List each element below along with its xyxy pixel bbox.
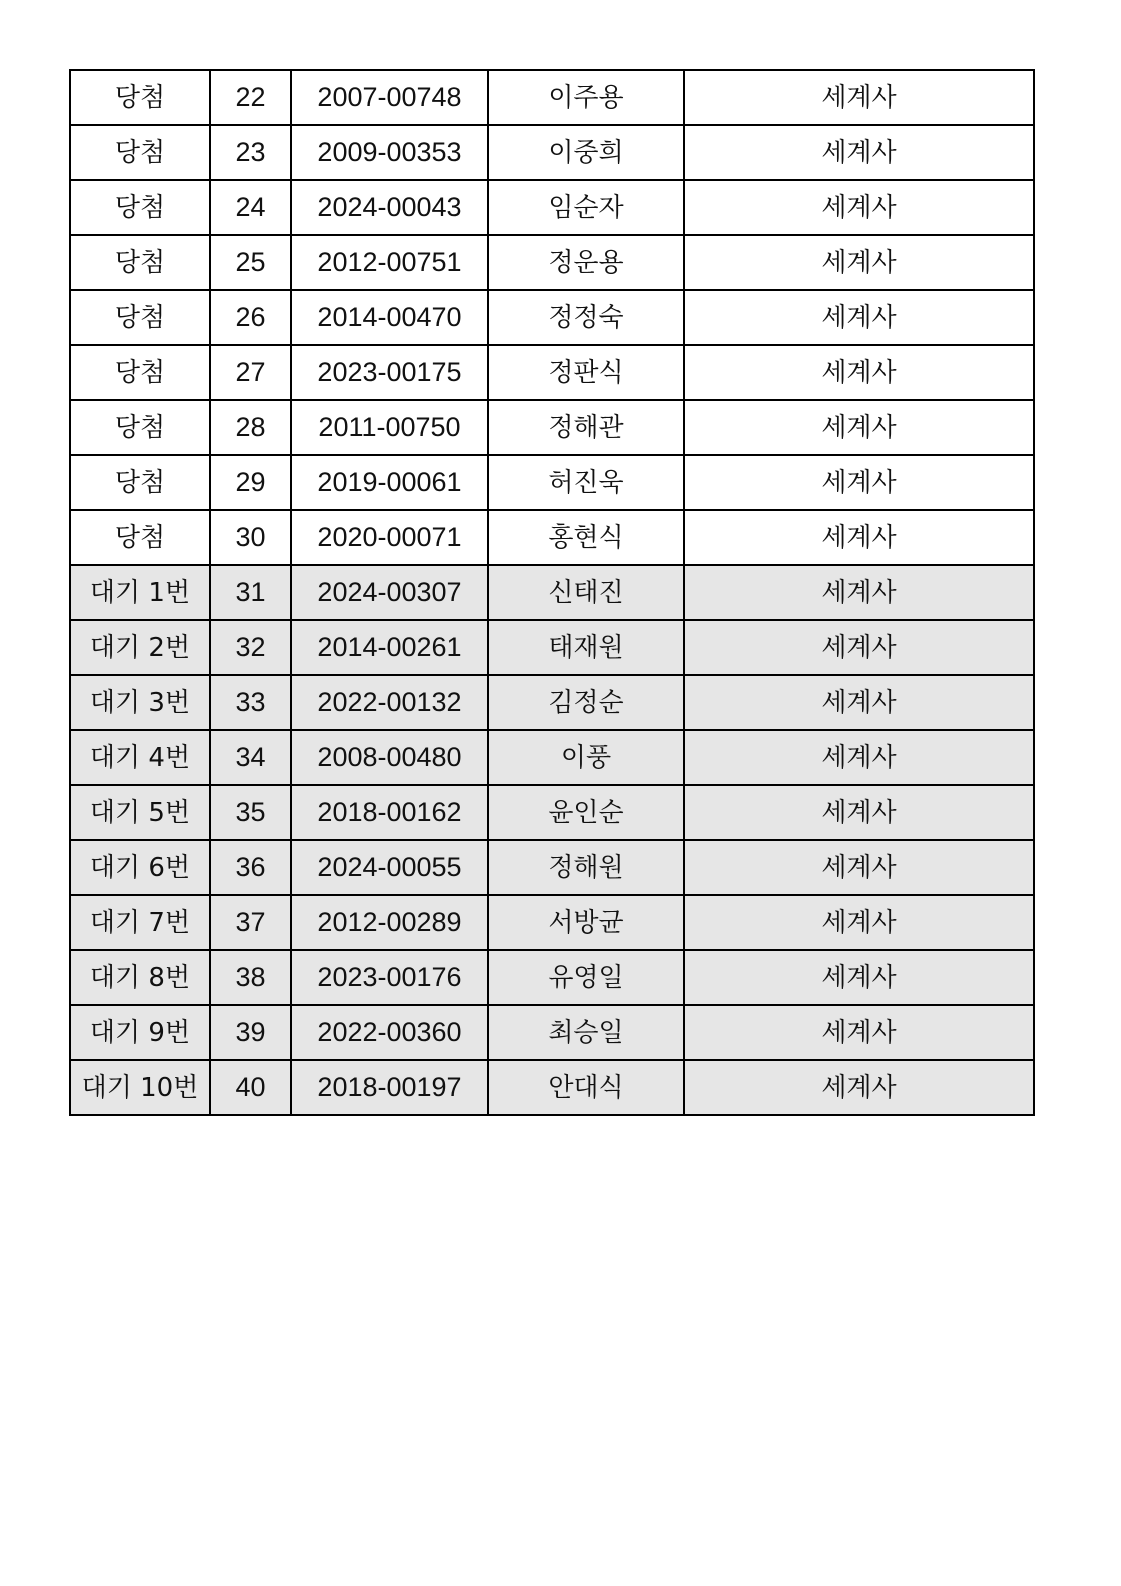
organization-cell: 세계사 [684, 180, 1034, 235]
organization-cell: 세계사 [684, 70, 1034, 125]
number-cell: 24 [210, 180, 291, 235]
table-row [70, 235, 1034, 290]
table-row [70, 125, 1034, 180]
registration-number-cell: 2007-00748 [291, 70, 488, 125]
registration-number-cell: 2012-00289 [291, 895, 488, 950]
registration-number-cell: 2024-00055 [291, 840, 488, 895]
status-cell: 대기 1번 [70, 565, 210, 620]
name-cell: 윤인순 [488, 785, 684, 840]
number-cell: 25 [210, 235, 291, 290]
table-row [70, 785, 1034, 840]
name-cell: 김정순 [488, 675, 684, 730]
organization-cell: 세계사 [684, 235, 1034, 290]
name-cell: 임순자 [488, 180, 684, 235]
status-cell: 당첨 [70, 125, 210, 180]
registration-number-cell: 2022-00132 [291, 675, 488, 730]
status-cell: 대기 3번 [70, 675, 210, 730]
table-row [70, 345, 1034, 400]
registration-number-cell: 2009-00353 [291, 125, 488, 180]
registration-number-cell: 2019-00061 [291, 455, 488, 510]
number-cell: 26 [210, 290, 291, 345]
organization-cell: 세계사 [684, 1060, 1034, 1115]
status-cell: 당첨 [70, 235, 210, 290]
organization-cell: 세계사 [684, 565, 1034, 620]
registration-number-cell: 2018-00197 [291, 1060, 488, 1115]
name-cell: 서방균 [488, 895, 684, 950]
registration-number-cell: 2020-00071 [291, 510, 488, 565]
number-cell: 22 [210, 70, 291, 125]
name-cell: 태재원 [488, 620, 684, 675]
status-cell: 당첨 [70, 180, 210, 235]
name-cell: 정해원 [488, 840, 684, 895]
table-row [70, 675, 1034, 730]
registration-number-cell: 2018-00162 [291, 785, 488, 840]
organization-cell: 세계사 [684, 125, 1034, 180]
number-cell: 36 [210, 840, 291, 895]
name-cell: 정정숙 [488, 290, 684, 345]
organization-cell: 세계사 [684, 785, 1034, 840]
status-cell: 당첨 [70, 290, 210, 345]
registration-number-cell: 2022-00360 [291, 1005, 488, 1060]
organization-cell: 세계사 [684, 675, 1034, 730]
status-cell: 대기 7번 [70, 895, 210, 950]
number-cell: 40 [210, 1060, 291, 1115]
table-row [70, 510, 1034, 565]
table-row [70, 290, 1034, 345]
registration-number-cell: 2023-00175 [291, 345, 488, 400]
status-cell: 당첨 [70, 510, 210, 565]
registration-number-cell: 2023-00176 [291, 950, 488, 1005]
number-cell: 32 [210, 620, 291, 675]
result-table-body [70, 70, 1034, 1115]
name-cell: 홍현식 [488, 510, 684, 565]
table-row [70, 400, 1034, 455]
registration-number-cell: 2024-00043 [291, 180, 488, 235]
registration-number-cell: 2014-00261 [291, 620, 488, 675]
number-cell: 31 [210, 565, 291, 620]
registration-number-cell: 2011-00750 [291, 400, 488, 455]
organization-cell: 세계사 [684, 730, 1034, 785]
organization-cell: 세계사 [684, 1005, 1034, 1060]
status-cell: 대기 9번 [70, 1005, 210, 1060]
status-cell: 당첨 [70, 70, 210, 125]
table-row [70, 70, 1034, 125]
name-cell: 안대식 [488, 1060, 684, 1115]
number-cell: 23 [210, 125, 291, 180]
name-cell: 신태진 [488, 565, 684, 620]
status-cell: 대기 4번 [70, 730, 210, 785]
organization-cell: 세계사 [684, 950, 1034, 1005]
name-cell: 이풍 [488, 730, 684, 785]
table-row [70, 730, 1034, 785]
table-row [70, 950, 1034, 1005]
name-cell: 정해관 [488, 400, 684, 455]
registration-number-cell: 2012-00751 [291, 235, 488, 290]
number-cell: 33 [210, 675, 291, 730]
name-cell: 이중희 [488, 125, 684, 180]
name-cell: 허진욱 [488, 455, 684, 510]
organization-cell: 세계사 [684, 455, 1034, 510]
status-cell: 대기 5번 [70, 785, 210, 840]
table-row [70, 180, 1034, 235]
table-row [70, 455, 1034, 510]
organization-cell: 세계사 [684, 400, 1034, 455]
name-cell: 이주용 [488, 70, 684, 125]
status-cell: 당첨 [70, 455, 210, 510]
number-cell: 28 [210, 400, 291, 455]
status-cell: 대기 8번 [70, 950, 210, 1005]
number-cell: 34 [210, 730, 291, 785]
organization-cell: 세계사 [684, 895, 1034, 950]
name-cell: 최승일 [488, 1005, 684, 1060]
status-cell: 대기 10번 [70, 1060, 210, 1115]
table-row [70, 1005, 1034, 1060]
registration-number-cell: 2008-00480 [291, 730, 488, 785]
number-cell: 35 [210, 785, 291, 840]
number-cell: 30 [210, 510, 291, 565]
organization-cell: 세계사 [684, 840, 1034, 895]
number-cell: 27 [210, 345, 291, 400]
organization-cell: 세계사 [684, 290, 1034, 345]
name-cell: 정판식 [488, 345, 684, 400]
organization-cell: 세계사 [684, 620, 1034, 675]
organization-cell: 세계사 [684, 345, 1034, 400]
number-cell: 37 [210, 895, 291, 950]
table-row [70, 620, 1034, 675]
number-cell: 38 [210, 950, 291, 1005]
status-cell: 당첨 [70, 400, 210, 455]
table-row [70, 895, 1034, 950]
registration-number-cell: 2014-00470 [291, 290, 488, 345]
result-table [69, 69, 1035, 1116]
name-cell: 정운용 [488, 235, 684, 290]
status-cell: 대기 2번 [70, 620, 210, 675]
table-row [70, 1060, 1034, 1115]
name-cell: 유영일 [488, 950, 684, 1005]
status-cell: 당첨 [70, 345, 210, 400]
number-cell: 29 [210, 455, 291, 510]
table-row [70, 840, 1034, 895]
status-cell: 대기 6번 [70, 840, 210, 895]
registration-number-cell: 2024-00307 [291, 565, 488, 620]
number-cell: 39 [210, 1005, 291, 1060]
table-row [70, 565, 1034, 620]
organization-cell: 세계사 [684, 510, 1034, 565]
